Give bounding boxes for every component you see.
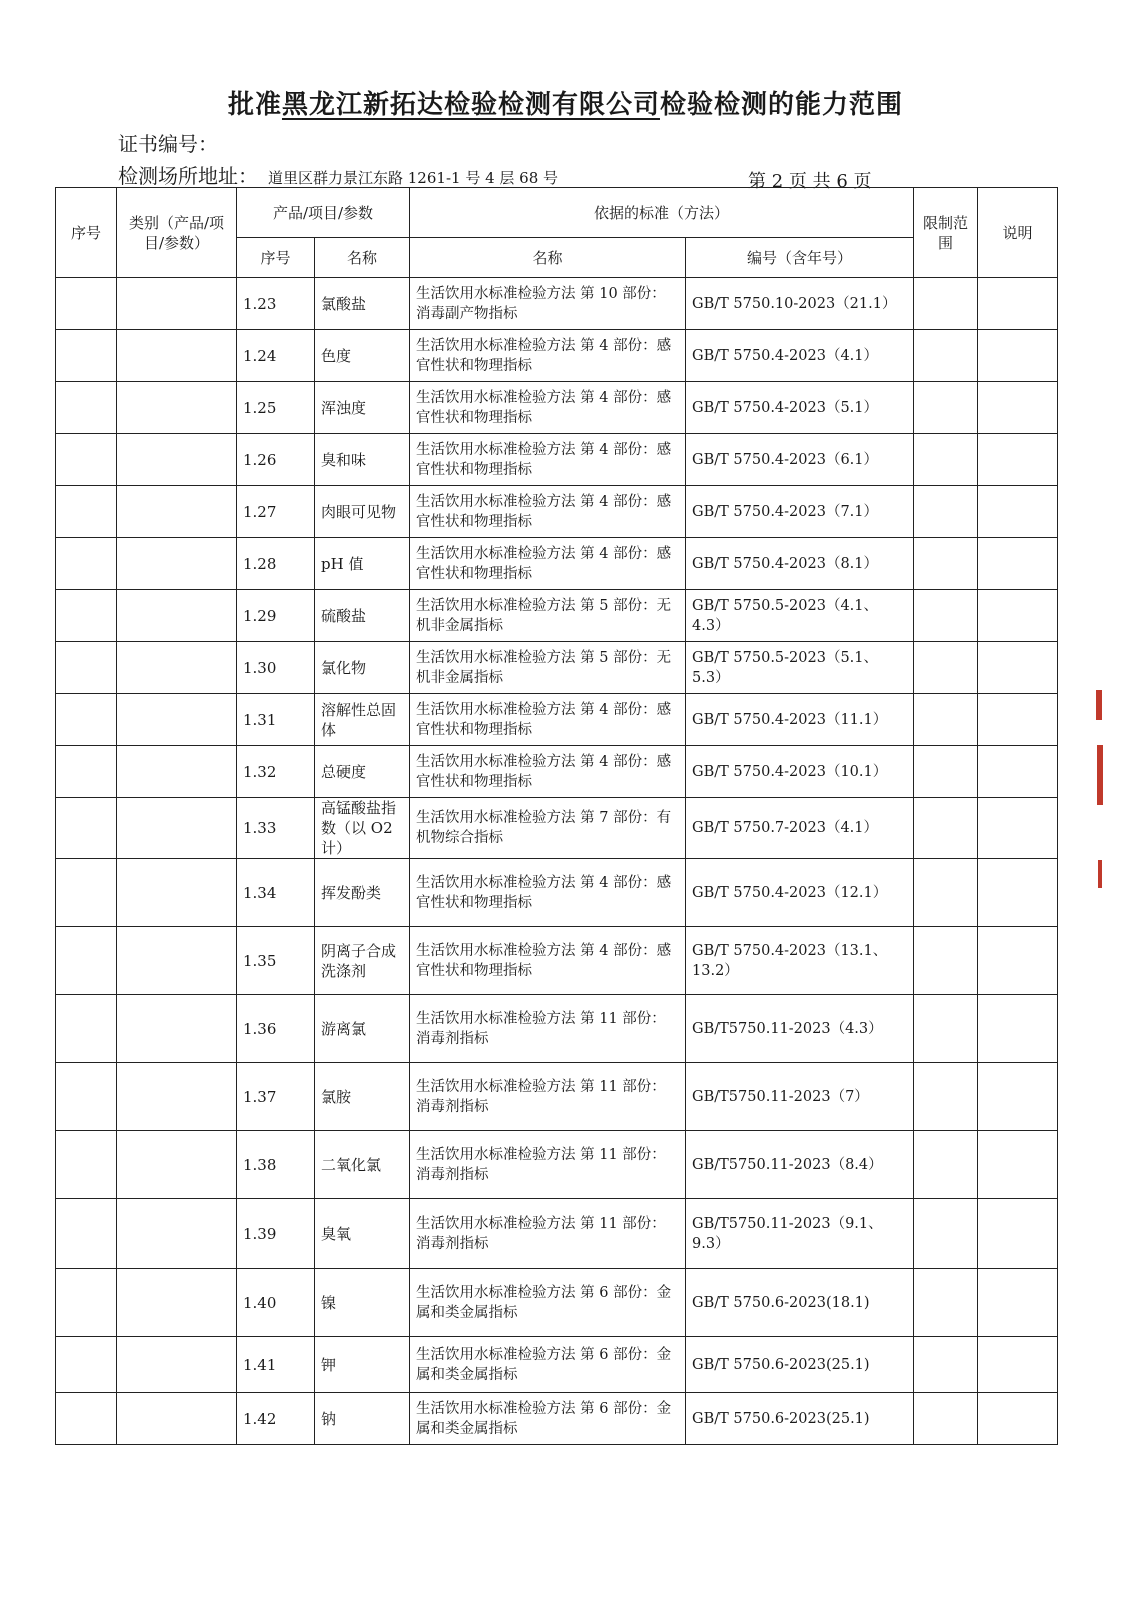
table-row: [56, 1393, 1058, 1445]
row-item-name: 游离氯: [315, 995, 410, 1063]
row-sub-seq: 1.33: [237, 798, 315, 859]
row-category-cell: [117, 434, 237, 486]
header-std-name: 名称: [410, 238, 686, 278]
row-note-cell: [978, 434, 1058, 486]
row-standard-code: GB/T5750.11-2023（4.3）: [686, 995, 914, 1063]
row-category-cell: [117, 995, 237, 1063]
address-value: 道里区群力景江东路 1261-1 号 4 层 68 号: [268, 169, 559, 187]
row-category-cell: [117, 859, 237, 927]
row-standard-name: 生活饮用水标准检验方法 第 4 部份：感官性状和物理指标: [410, 434, 686, 486]
row-note-cell: [978, 382, 1058, 434]
table-row: [56, 859, 1058, 927]
row-limit-cell: [914, 694, 978, 746]
row-item-name: 氯胺: [315, 1063, 410, 1131]
table-row: [56, 927, 1058, 995]
row-seq-cell: [56, 995, 117, 1063]
table-row: [56, 330, 1058, 382]
table-row: [56, 746, 1058, 798]
row-item-name: 臭氧: [315, 1199, 410, 1269]
row-standard-code: GB/T 5750.4-2023（11.1）: [686, 694, 914, 746]
row-note-cell: [978, 694, 1058, 746]
row-sub-seq: 1.31: [237, 694, 315, 746]
row-standard-code: GB/T 5750.4-2023（5.1）: [686, 382, 914, 434]
table-row: [56, 1131, 1058, 1199]
table-row: [56, 486, 1058, 538]
row-category-cell: [117, 382, 237, 434]
header-seq: 序号: [56, 188, 117, 278]
row-seq-cell: [56, 1337, 117, 1393]
row-standard-name: 生活饮用水标准检验方法 第 11 部份：消毒剂指标: [410, 995, 686, 1063]
row-limit-cell: [914, 1131, 978, 1199]
row-standard-code: GB/T 5750.6-2023(25.1): [686, 1393, 914, 1445]
row-item-name: 总硬度: [315, 746, 410, 798]
row-note-cell: [978, 1269, 1058, 1337]
row-sub-seq: 1.26: [237, 434, 315, 486]
title-suffix: 检验检测的能力范围: [660, 90, 904, 120]
row-sub-seq: 1.38: [237, 1131, 315, 1199]
row-note-cell: [978, 590, 1058, 642]
row-limit-cell: [914, 382, 978, 434]
row-sub-seq: 1.37: [237, 1063, 315, 1131]
header-product-group: 产品/项目/参数: [237, 188, 410, 238]
row-item-name: 阴离子合成洗涤剂: [315, 927, 410, 995]
row-limit-cell: [914, 995, 978, 1063]
row-standard-name: 生活饮用水标准检验方法 第 10 部份：消毒副产物指标: [410, 278, 686, 330]
row-sub-seq: 1.27: [237, 486, 315, 538]
row-standard-code: GB/T 5750.5-2023（5.1、5.3）: [686, 642, 914, 694]
row-seq-cell: [56, 330, 117, 382]
row-sub-seq: 1.28: [237, 538, 315, 590]
row-standard-name: 生活饮用水标准检验方法 第 11 部份：消毒剂指标: [410, 1131, 686, 1199]
row-standard-name: 生活饮用水标准检验方法 第 4 部份：感官性状和物理指标: [410, 859, 686, 927]
row-standard-code: GB/T5750.11-2023（8.4）: [686, 1131, 914, 1199]
row-limit-cell: [914, 798, 978, 859]
row-standard-code: GB/T 5750.4-2023（7.1）: [686, 486, 914, 538]
row-seq-cell: [56, 486, 117, 538]
row-seq-cell: [56, 1199, 117, 1269]
capability-scope-table: [55, 187, 1058, 1445]
row-limit-cell: [914, 746, 978, 798]
row-sub-seq: 1.24: [237, 330, 315, 382]
table-row: [56, 995, 1058, 1063]
row-standard-name: 生活饮用水标准检验方法 第 11 部份：消毒剂指标: [410, 1063, 686, 1131]
row-standard-code: GB/T 5750.7-2023（4.1）: [686, 798, 914, 859]
row-item-name: 氯酸盐: [315, 278, 410, 330]
row-note-cell: [978, 1337, 1058, 1393]
row-standard-name: 生活饮用水标准检验方法 第 4 部份：感官性状和物理指标: [410, 330, 686, 382]
row-limit-cell: [914, 1199, 978, 1269]
row-note-cell: [978, 995, 1058, 1063]
header-category: 类别（产品/项目/参数）: [117, 188, 237, 278]
row-standard-name: 生活饮用水标准检验方法 第 4 部份：感官性状和物理指标: [410, 927, 686, 995]
row-item-name: 色度: [315, 330, 410, 382]
row-standard-name: 生活饮用水标准检验方法 第 4 部份：感官性状和物理指标: [410, 382, 686, 434]
table-row: [56, 1269, 1058, 1337]
row-seq-cell: [56, 859, 117, 927]
table-row: [56, 1199, 1058, 1269]
table-row: [56, 434, 1058, 486]
row-sub-seq: 1.29: [237, 590, 315, 642]
header-sub-seq: 序号: [237, 238, 315, 278]
row-standard-name: 生活饮用水标准检验方法 第 4 部份：感官性状和物理指标: [410, 486, 686, 538]
row-limit-cell: [914, 486, 978, 538]
row-limit-cell: [914, 859, 978, 927]
row-category-cell: [117, 1131, 237, 1199]
row-standard-code: GB/T 5750.5-2023（4.1、4.3）: [686, 590, 914, 642]
row-note-cell: [978, 859, 1058, 927]
row-note-cell: [978, 278, 1058, 330]
row-category-cell: [117, 694, 237, 746]
row-category-cell: [117, 1199, 237, 1269]
row-item-name: 臭和味: [315, 434, 410, 486]
row-note-cell: [978, 1131, 1058, 1199]
table-row: [56, 694, 1058, 746]
row-standard-code: GB/T5750.11-2023（7）: [686, 1063, 914, 1131]
row-sub-seq: 1.40: [237, 1269, 315, 1337]
row-seq-cell: [56, 1393, 117, 1445]
row-category-cell: [117, 798, 237, 859]
row-note-cell: [978, 330, 1058, 382]
title-organization: 黑龙江新拓达检验检测有限公司: [281, 90, 660, 120]
row-item-name: 挥发酚类: [315, 859, 410, 927]
row-sub-seq: 1.42: [237, 1393, 315, 1445]
row-item-name: 硫酸盐: [315, 590, 410, 642]
row-note-cell: [978, 486, 1058, 538]
row-limit-cell: [914, 590, 978, 642]
row-seq-cell: [56, 590, 117, 642]
row-item-name: 高锰酸盐指数（以 O2 计）: [315, 798, 410, 859]
row-sub-seq: 1.30: [237, 642, 315, 694]
row-seq-cell: [56, 642, 117, 694]
row-standard-name: 生活饮用水标准检验方法 第 6 部份：金属和类金属指标: [410, 1269, 686, 1337]
row-standard-name: 生活饮用水标准检验方法 第 11 部份：消毒剂指标: [410, 1199, 686, 1269]
row-seq-cell: [56, 694, 117, 746]
row-limit-cell: [914, 1393, 978, 1445]
row-sub-seq: 1.25: [237, 382, 315, 434]
row-limit-cell: [914, 927, 978, 995]
row-item-name: 溶解性总固体: [315, 694, 410, 746]
row-item-name: 钾: [315, 1337, 410, 1393]
table-row: [56, 538, 1058, 590]
row-limit-cell: [914, 434, 978, 486]
row-limit-cell: [914, 1063, 978, 1131]
row-seq-cell: [56, 1269, 117, 1337]
header-limit: 限制范围: [914, 188, 978, 278]
row-note-cell: [978, 1393, 1058, 1445]
row-category-cell: [117, 590, 237, 642]
row-limit-cell: [914, 1337, 978, 1393]
row-note-cell: [978, 1063, 1058, 1131]
row-note-cell: [978, 927, 1058, 995]
row-standard-code: GB/T 5750.4-2023（8.1）: [686, 538, 914, 590]
table-row: [56, 1337, 1058, 1393]
row-seq-cell: [56, 434, 117, 486]
row-note-cell: [978, 642, 1058, 694]
seal-edge-mark: [1096, 690, 1102, 720]
seal-edge-mark: [1097, 745, 1103, 805]
row-category-cell: [117, 746, 237, 798]
row-note-cell: [978, 538, 1058, 590]
row-seq-cell: [56, 1063, 117, 1131]
row-standard-name: 生活饮用水标准检验方法 第 6 部份：金属和类金属指标: [410, 1393, 686, 1445]
table-row: [56, 798, 1058, 859]
row-standard-code: GB/T 5750.4-2023（6.1）: [686, 434, 914, 486]
row-limit-cell: [914, 1269, 978, 1337]
row-sub-seq: 1.39: [237, 1199, 315, 1269]
row-standard-name: 生活饮用水标准检验方法 第 4 部份：感官性状和物理指标: [410, 694, 686, 746]
row-standard-name: 生活饮用水标准检验方法 第 7 部份：有机物综合指标: [410, 798, 686, 859]
row-standard-name: 生活饮用水标准检验方法 第 4 部份：感官性状和物理指标: [410, 746, 686, 798]
row-category-cell: [117, 927, 237, 995]
certificate-number-label: 证书编号：: [118, 132, 218, 156]
row-category-cell: [117, 486, 237, 538]
row-seq-cell: [56, 278, 117, 330]
header-note: 说明: [978, 188, 1058, 278]
row-sub-seq: 1.23: [237, 278, 315, 330]
row-seq-cell: [56, 927, 117, 995]
header-sub-name: 名称: [315, 238, 410, 278]
table-row: [56, 278, 1058, 330]
row-limit-cell: [914, 330, 978, 382]
row-item-name: 钠: [315, 1393, 410, 1445]
row-category-cell: [117, 1269, 237, 1337]
row-item-name: 氯化物: [315, 642, 410, 694]
row-category-cell: [117, 1063, 237, 1131]
row-standard-name: 生活饮用水标准检验方法 第 5 部份：无机非金属指标: [410, 642, 686, 694]
row-standard-name: 生活饮用水标准检验方法 第 6 部份：金属和类金属指标: [410, 1337, 686, 1393]
row-seq-cell: [56, 1131, 117, 1199]
header-std-code: 编号（含年号）: [686, 238, 914, 278]
row-standard-code: GB/T5750.11-2023（9.1、9.3）: [686, 1199, 914, 1269]
row-limit-cell: [914, 278, 978, 330]
seal-edge-mark: [1098, 860, 1102, 888]
row-seq-cell: [56, 538, 117, 590]
table-row: [56, 382, 1058, 434]
row-category-cell: [117, 278, 237, 330]
row-seq-cell: [56, 798, 117, 859]
row-item-name: 镍: [315, 1269, 410, 1337]
row-sub-seq: 1.36: [237, 995, 315, 1063]
row-note-cell: [978, 1199, 1058, 1269]
row-seq-cell: [56, 746, 117, 798]
row-standard-code: GB/T 5750.10-2023（21.1）: [686, 278, 914, 330]
row-sub-seq: 1.34: [237, 859, 315, 927]
row-sub-seq: 1.32: [237, 746, 315, 798]
table-row: [56, 1063, 1058, 1131]
page-indicator: 第 2 页 共 6 页: [748, 171, 872, 192]
row-category-cell: [117, 1337, 237, 1393]
address-label: 检测场所地址：: [118, 164, 258, 188]
row-standard-name: 生活饮用水标准检验方法 第 4 部份：感官性状和物理指标: [410, 538, 686, 590]
row-standard-code: GB/T 5750.4-2023（12.1）: [686, 859, 914, 927]
row-note-cell: [978, 746, 1058, 798]
row-limit-cell: [914, 642, 978, 694]
row-item-name: 浑浊度: [315, 382, 410, 434]
row-item-name: pH 值: [315, 538, 410, 590]
row-limit-cell: [914, 538, 978, 590]
row-standard-code: GB/T 5750.4-2023（10.1）: [686, 746, 914, 798]
row-seq-cell: [56, 382, 117, 434]
row-category-cell: [117, 538, 237, 590]
row-item-name: 肉眼可见物: [315, 486, 410, 538]
table-row: [56, 590, 1058, 642]
document-title: [0, 84, 1131, 121]
header-standard-group: 依据的标准（方法）: [410, 188, 914, 238]
row-item-name: 二氧化氯: [315, 1131, 410, 1199]
row-standard-code: GB/T 5750.6-2023(25.1): [686, 1337, 914, 1393]
row-standard-code: GB/T 5750.4-2023（13.1、13.2）: [686, 927, 914, 995]
row-category-cell: [117, 642, 237, 694]
row-sub-seq: 1.35: [237, 927, 315, 995]
row-category-cell: [117, 1393, 237, 1445]
row-sub-seq: 1.41: [237, 1337, 315, 1393]
row-note-cell: [978, 798, 1058, 859]
row-standard-code: GB/T 5750.4-2023（4.1）: [686, 330, 914, 382]
row-standard-name: 生活饮用水标准检验方法 第 5 部份：无机非金属指标: [410, 590, 686, 642]
title-prefix: 批准: [227, 90, 282, 120]
row-standard-code: GB/T 5750.6-2023(18.1): [686, 1269, 914, 1337]
row-category-cell: [117, 330, 237, 382]
test-site-address: [118, 160, 558, 189]
table-row: [56, 642, 1058, 694]
